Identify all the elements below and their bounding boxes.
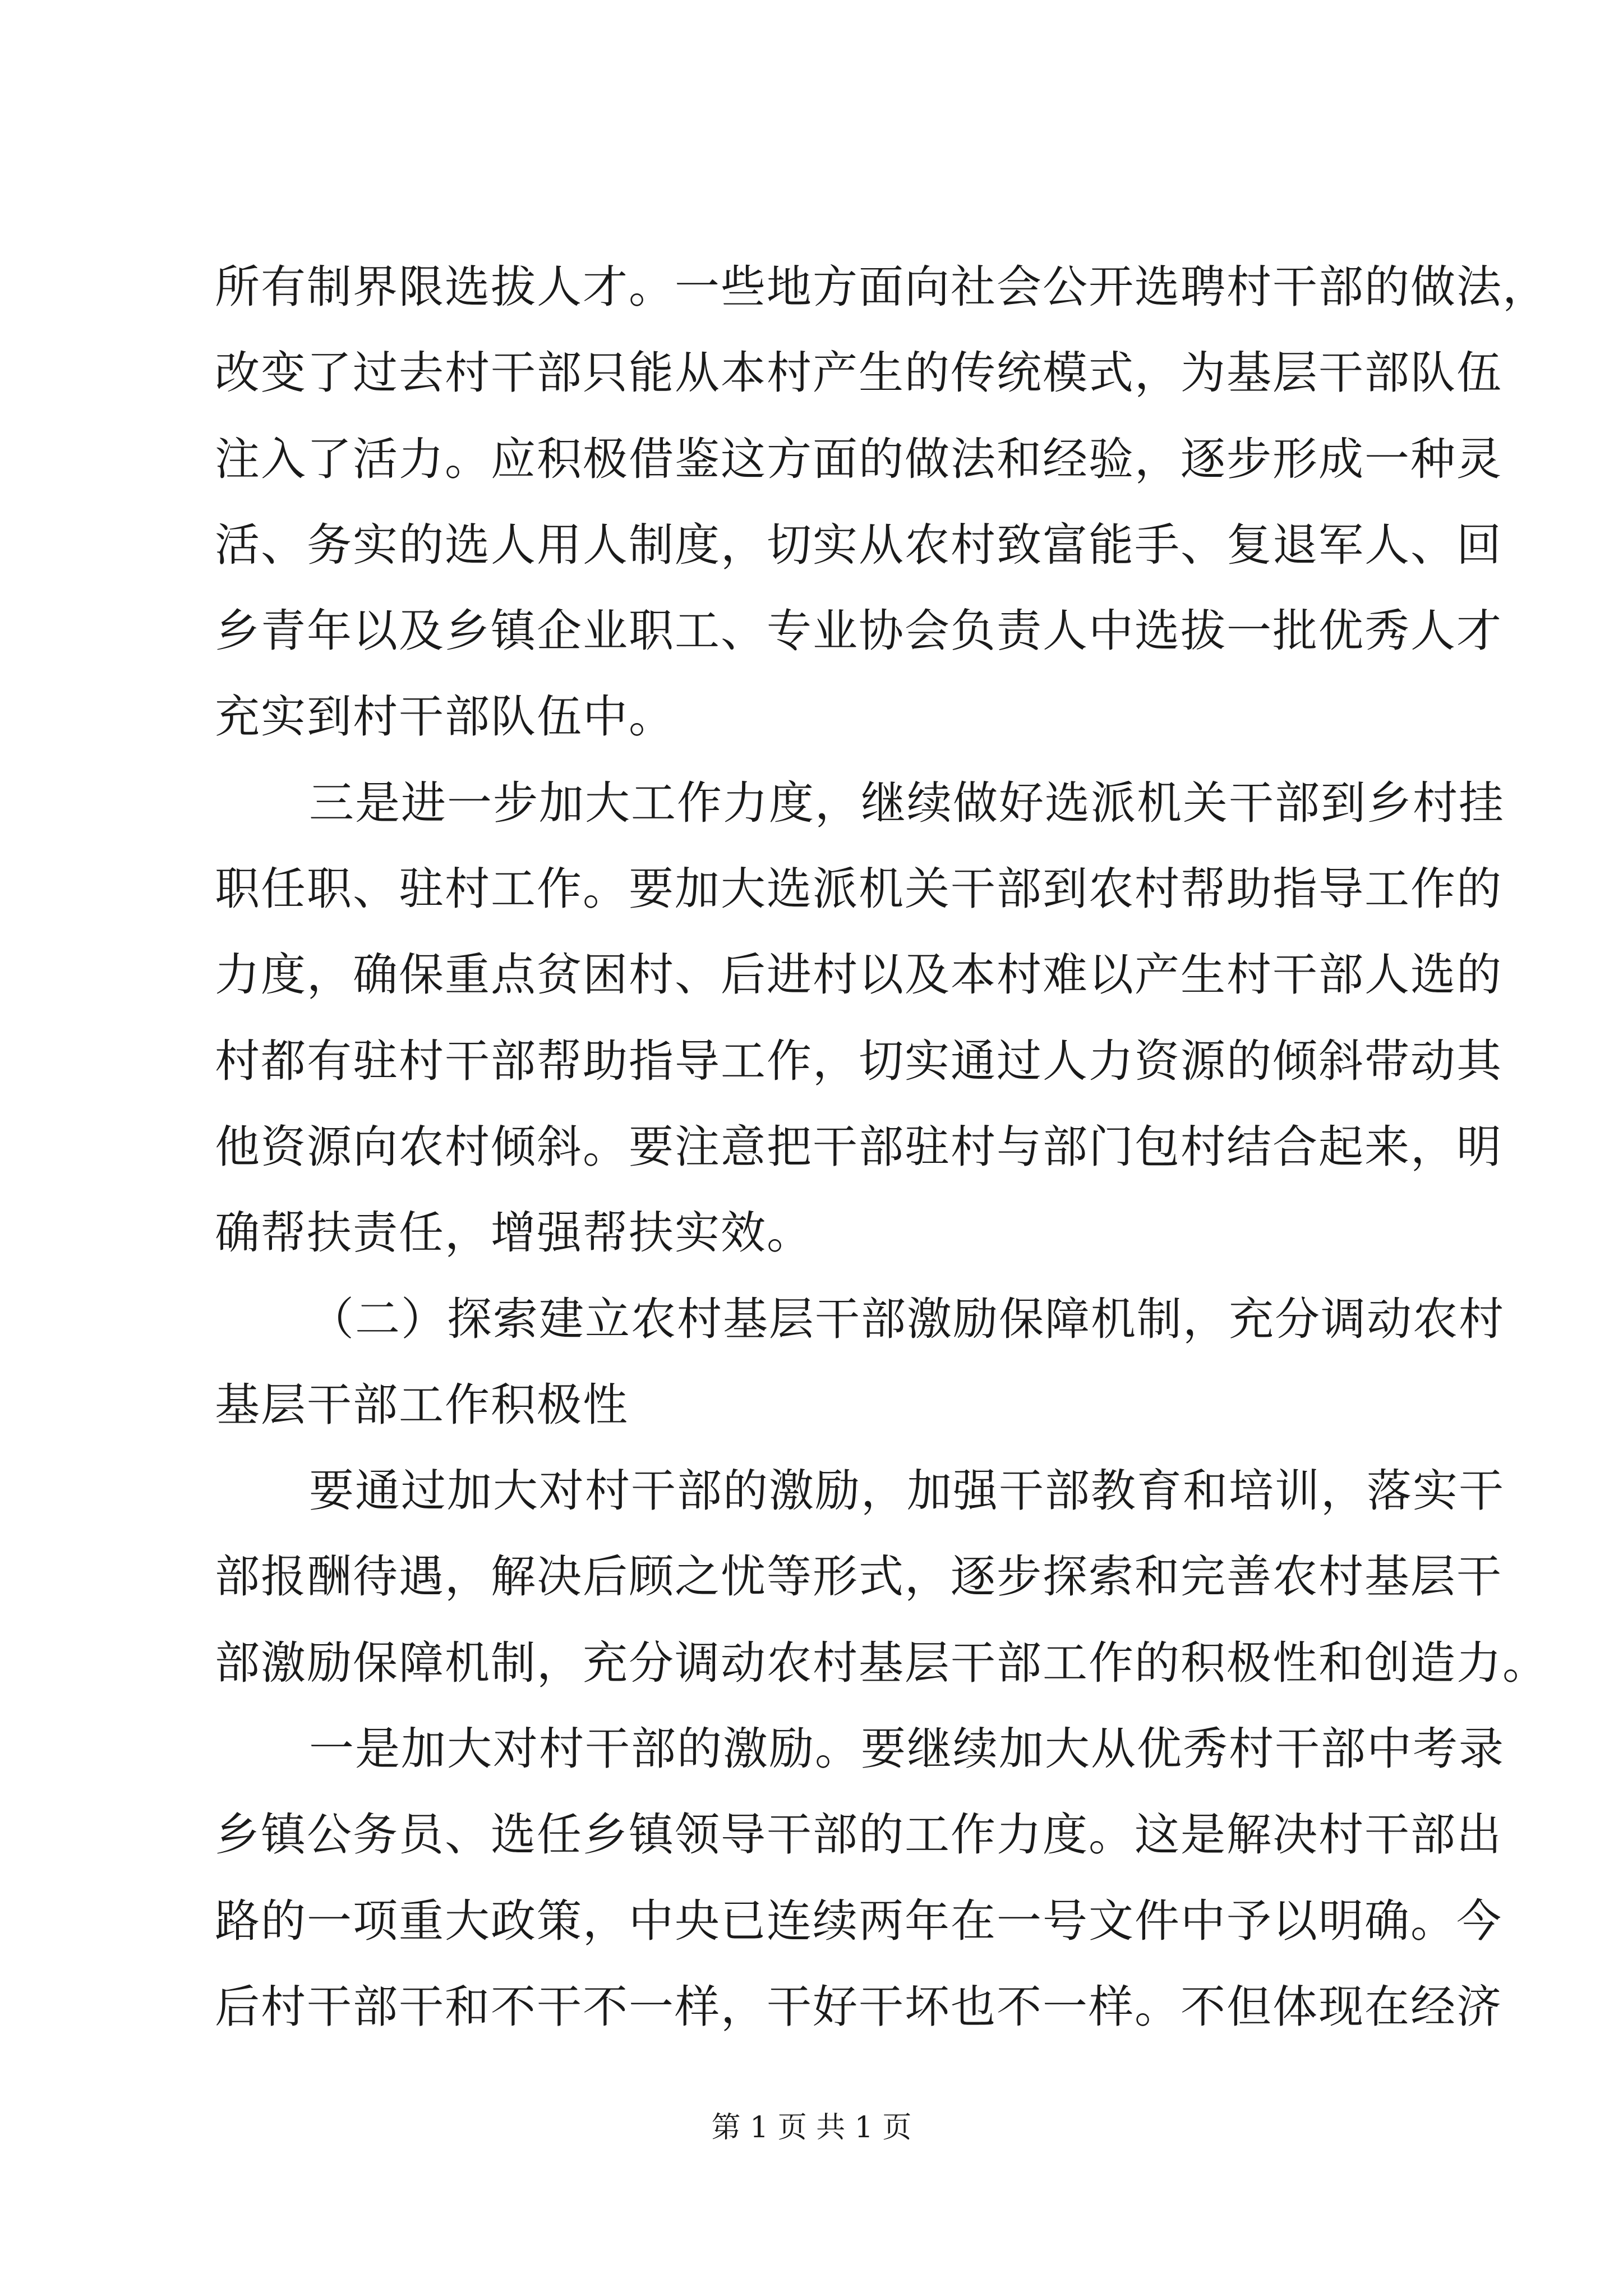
paragraph-first-line: 三是进一步加大工作力度，继续做好选派机关干部到乡村挂 [309, 776, 1505, 829]
document-body [215, 244, 1548, 2050]
paragraph-first-line: 一是加大对村干部的激励。要继续加大从优秀村干部中考录 [309, 1723, 1505, 1775]
text-line: 所有制界限选拔人才。一些地方面向社会公开选聘村干部的做法， [215, 261, 1548, 313]
text-line: 乡青年以及乡镇企业职工、专业协会负责人中选拔一批优秀人才 [215, 605, 1502, 657]
text-line: 部激励保障机制，充分调动农村基层干部工作的积极性和创造力。 [215, 1636, 1548, 1689]
text-line: 注入了活力。应积极借鉴这方面的做法和经验，逐步形成一种灵 [215, 432, 1502, 485]
text-line: 路的一项重大政策，中央已连续两年在一号文件中予以明确。今 [215, 1894, 1502, 1947]
text-line: 职任职、驻村工作。要加大选派机关干部到农村帮助指导工作的 [215, 863, 1502, 915]
text-line: 乡镇公务员、选任乡镇领导干部的工作力度。这是解决村干部出 [215, 1809, 1502, 1861]
text-line: 他资源向农村倾斜。要注意把干部驻村与部门包村结合起来，明 [215, 1120, 1502, 1173]
text-line: 力度，确保重点贫困村、后进村以及本村难以产生村干部人选的 [215, 949, 1502, 1001]
text-line: 确帮扶责任，增强帮扶实效。 [215, 1207, 813, 1259]
text-line: 活、务实的选人用人制度，切实从农村致富能手、复退军人、回 [215, 518, 1502, 571]
text-line: 村都有驻村干部帮助指导工作，切实通过人力资源的倾斜带动其 [215, 1034, 1502, 1087]
text-line: 充实到村干部队伍中。 [215, 691, 675, 743]
text-line: 改变了过去村干部只能从本村产生的传统模式，为基层干部队伍 [215, 347, 1502, 399]
text-line: 部报酬待遇，解决后顾之忧等形式，逐步探索和完善农村基层干 [215, 1550, 1502, 1603]
section-heading-line: 基层干部工作积极性 [215, 1378, 629, 1431]
page-number-footer: 第 1 页 共 1 页 [711, 2111, 912, 2145]
section-heading-line: （二）探索建立农村基层干部激励保障机制，充分调动农村 [309, 1292, 1505, 1345]
paragraph-first-line: 要通过加大对村干部的激励，加强干部教育和培训，落实干 [309, 1465, 1505, 1517]
text-line: 后村干部干和不干不一样，干好干坏也不一样。不但体现在经济 [215, 1980, 1502, 2033]
